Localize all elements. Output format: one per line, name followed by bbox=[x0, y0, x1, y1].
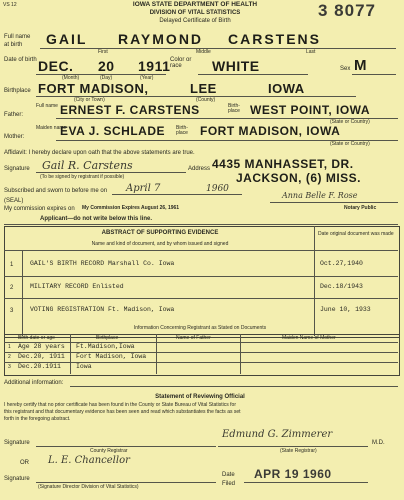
director-signature-label: (Signature Director Division of Vital Statistics) bbox=[38, 484, 139, 490]
info-row-1-num: 1 bbox=[8, 344, 11, 350]
info-col-age: Birth date or age bbox=[18, 335, 55, 341]
day-label: (Day) bbox=[100, 75, 113, 81]
notary-signature: Anna Belle F. Rose bbox=[282, 191, 358, 200]
dob-year: 1911 bbox=[138, 58, 171, 74]
subscribed-label: Subscribed and sworn to before me on bbox=[4, 188, 108, 194]
certificate-title: Delayed Certificate of Birth bbox=[159, 18, 231, 24]
info-row-3-birthplace: Iowa bbox=[76, 363, 92, 370]
address-line-1: 4435 MANHASSET, DR. bbox=[212, 157, 354, 171]
info-row-2-birthplace: Fort Madison, Iowa bbox=[76, 353, 147, 360]
registrant-sign-note: (To be signed by registrant if possible) bbox=[40, 174, 125, 180]
info-row-3-num: 3 bbox=[8, 364, 11, 370]
year-label: (Year) bbox=[140, 75, 154, 81]
review-text-1: I hereby certify that no prior certificate has been found in the County or State Bureau of Vital Statistics for bbox=[4, 402, 236, 408]
abstract-row-3-num: 3 bbox=[10, 308, 14, 314]
state-registrar-label: (State Registrar) bbox=[280, 448, 317, 454]
info-row-3-age: Dec.20.1911 bbox=[18, 363, 61, 370]
review-text-3: forth in the foregoing abstract. bbox=[4, 416, 71, 422]
abstract-col-doc: Name and kind of document, and by whom issued and signed bbox=[91, 241, 229, 247]
birth-county: LEE bbox=[190, 81, 217, 96]
county-signature-label: Signature bbox=[4, 440, 30, 446]
abstract-row-1-date: Oct.27,1940 bbox=[320, 260, 363, 267]
father-name: ERNEST F. CARSTENS bbox=[60, 103, 200, 117]
md-label: M.D. bbox=[372, 440, 385, 446]
city-label: (City or Town) bbox=[74, 97, 105, 103]
dob-day: 20 bbox=[98, 58, 115, 74]
affidavit-text: Affidavit: I hereby declare upon oath that the above statements are true. bbox=[4, 150, 195, 156]
mother-birthplace-label: Birth-place bbox=[176, 125, 188, 136]
info-row-2-num: 2 bbox=[8, 354, 11, 360]
address-line-2: JACKSON, (6) MISS. bbox=[236, 171, 362, 185]
date-of-birth-label: Date of birth bbox=[4, 57, 37, 63]
registrant-first-name: GAIL bbox=[46, 31, 88, 47]
commission-label: My commission expires on bbox=[4, 206, 75, 212]
director-signature-label-1: Signature bbox=[4, 476, 30, 482]
father-state-label: (State or Country) bbox=[330, 119, 370, 125]
father-birthplace-label: Birth-place bbox=[228, 103, 240, 114]
director-signature: L. E. Chancellor bbox=[48, 455, 130, 466]
registrant-signature: Gail R. Carstens bbox=[42, 159, 133, 172]
abstract-row-3-doc: VOTING REGISTRATION Ft. Madison, Iowa bbox=[30, 306, 175, 313]
father-label: Father: bbox=[4, 112, 24, 118]
full-name-label: Full name bbox=[4, 34, 31, 40]
birth-state: IOWA bbox=[268, 81, 305, 96]
registrant-middle-name: RAYMOND bbox=[118, 31, 204, 47]
seal-label: (SEAL) bbox=[4, 198, 24, 204]
info-col-birthplace: Birthplace bbox=[96, 335, 119, 341]
abstract-row-1-num: 1 bbox=[10, 262, 14, 268]
father-birthplace: WEST POINT, IOWA bbox=[250, 103, 371, 117]
registrant-race: WHITE bbox=[212, 58, 260, 74]
abstract-title: ABSTRACT OF SUPPORTING EVIDENCE bbox=[101, 230, 219, 236]
certificate-number: 3 8077 bbox=[318, 1, 376, 20]
form-code: VS 12 bbox=[3, 2, 17, 8]
sex-label: Sex bbox=[340, 66, 351, 72]
registrant-sex: M bbox=[354, 57, 367, 74]
filed-date-stamp: APR 19 1960 bbox=[254, 467, 332, 481]
notary-public-label: Notary Public bbox=[344, 205, 377, 211]
abstract-row-2-num: 2 bbox=[10, 285, 14, 291]
additional-info-label: Additional information: bbox=[4, 380, 64, 386]
at-birth-label: at birth bbox=[4, 42, 23, 48]
last-label: Last bbox=[306, 49, 316, 55]
birthplace-label: Birthplace bbox=[4, 88, 31, 94]
abstract-row-1-doc: GAIL'S BIRTH RECORD Marshall Co. Iowa bbox=[30, 260, 175, 267]
mother-state-label: (State or Country) bbox=[330, 141, 370, 147]
applicant-instruction: Applicant—do not write below this line. bbox=[40, 216, 153, 222]
signature-label: Signature bbox=[4, 166, 30, 172]
review-text-2: this registrant and that documentary evidence has been seen and read which substantiates the facts as set bbox=[4, 409, 241, 415]
address-label: Address bbox=[188, 166, 211, 172]
commission-stamp: My Commission Expires August 26, 1961 bbox=[82, 205, 180, 211]
review-title: Statement of Reviewing Official bbox=[155, 394, 245, 400]
info-col-mother: Maiden Name of Mother bbox=[282, 335, 336, 341]
info-row-2-age: Dec.20, 1911 bbox=[18, 353, 65, 360]
county-registrar-label: County Registrar bbox=[90, 448, 128, 454]
info-row-1-age: Age 28 years bbox=[18, 343, 65, 350]
county-label: (County) bbox=[196, 97, 216, 103]
filed-label: Filed bbox=[222, 481, 236, 487]
mother-maiden-label: Maiden name bbox=[36, 125, 67, 131]
first-label: First bbox=[98, 49, 108, 55]
abstract-row-3-date: June 10, 1933 bbox=[320, 306, 371, 313]
mother-birthplace: FORT MADISON, IOWA bbox=[200, 124, 341, 138]
date-label: Date bbox=[222, 472, 235, 478]
mother-maiden-name: EVA J. SCHLADE bbox=[60, 124, 166, 138]
state-registrar-signature: Edmund G. Zimmerer bbox=[222, 429, 333, 440]
sworn-date: April 7 bbox=[126, 183, 161, 194]
abstract-row-2-doc: MILITARY RECORD Enlisted bbox=[30, 283, 124, 290]
color-race-label: Color or race bbox=[170, 57, 192, 69]
dob-month: DEC. bbox=[38, 58, 74, 74]
registrant-last-name: CARSTENS bbox=[228, 31, 322, 47]
middle-label: Middle bbox=[196, 49, 211, 55]
or-label: OR bbox=[20, 460, 29, 466]
birth-city: FORT MADISON, bbox=[38, 81, 149, 96]
abstract-row-2-date: Dec.18/1943 bbox=[320, 283, 363, 290]
info-table-title: Information Concerning Registrant as Stated on Documents bbox=[133, 325, 267, 331]
sworn-year: 1960 bbox=[206, 184, 229, 194]
info-row-1-birthplace: Ft.Madison,Iowa bbox=[76, 343, 135, 350]
month-label: (Month) bbox=[62, 75, 80, 81]
father-full-label: Full name bbox=[36, 103, 58, 109]
agency-name: IOWA STATE DEPARTMENT OF HEALTH bbox=[132, 1, 258, 8]
division-name: DIVISION OF VITAL STATISTICS bbox=[149, 10, 241, 16]
mother-label: Mother: bbox=[4, 134, 25, 140]
abstract-col-date: Date original document was made bbox=[318, 231, 394, 237]
info-col-father: Name of Father bbox=[176, 335, 211, 341]
